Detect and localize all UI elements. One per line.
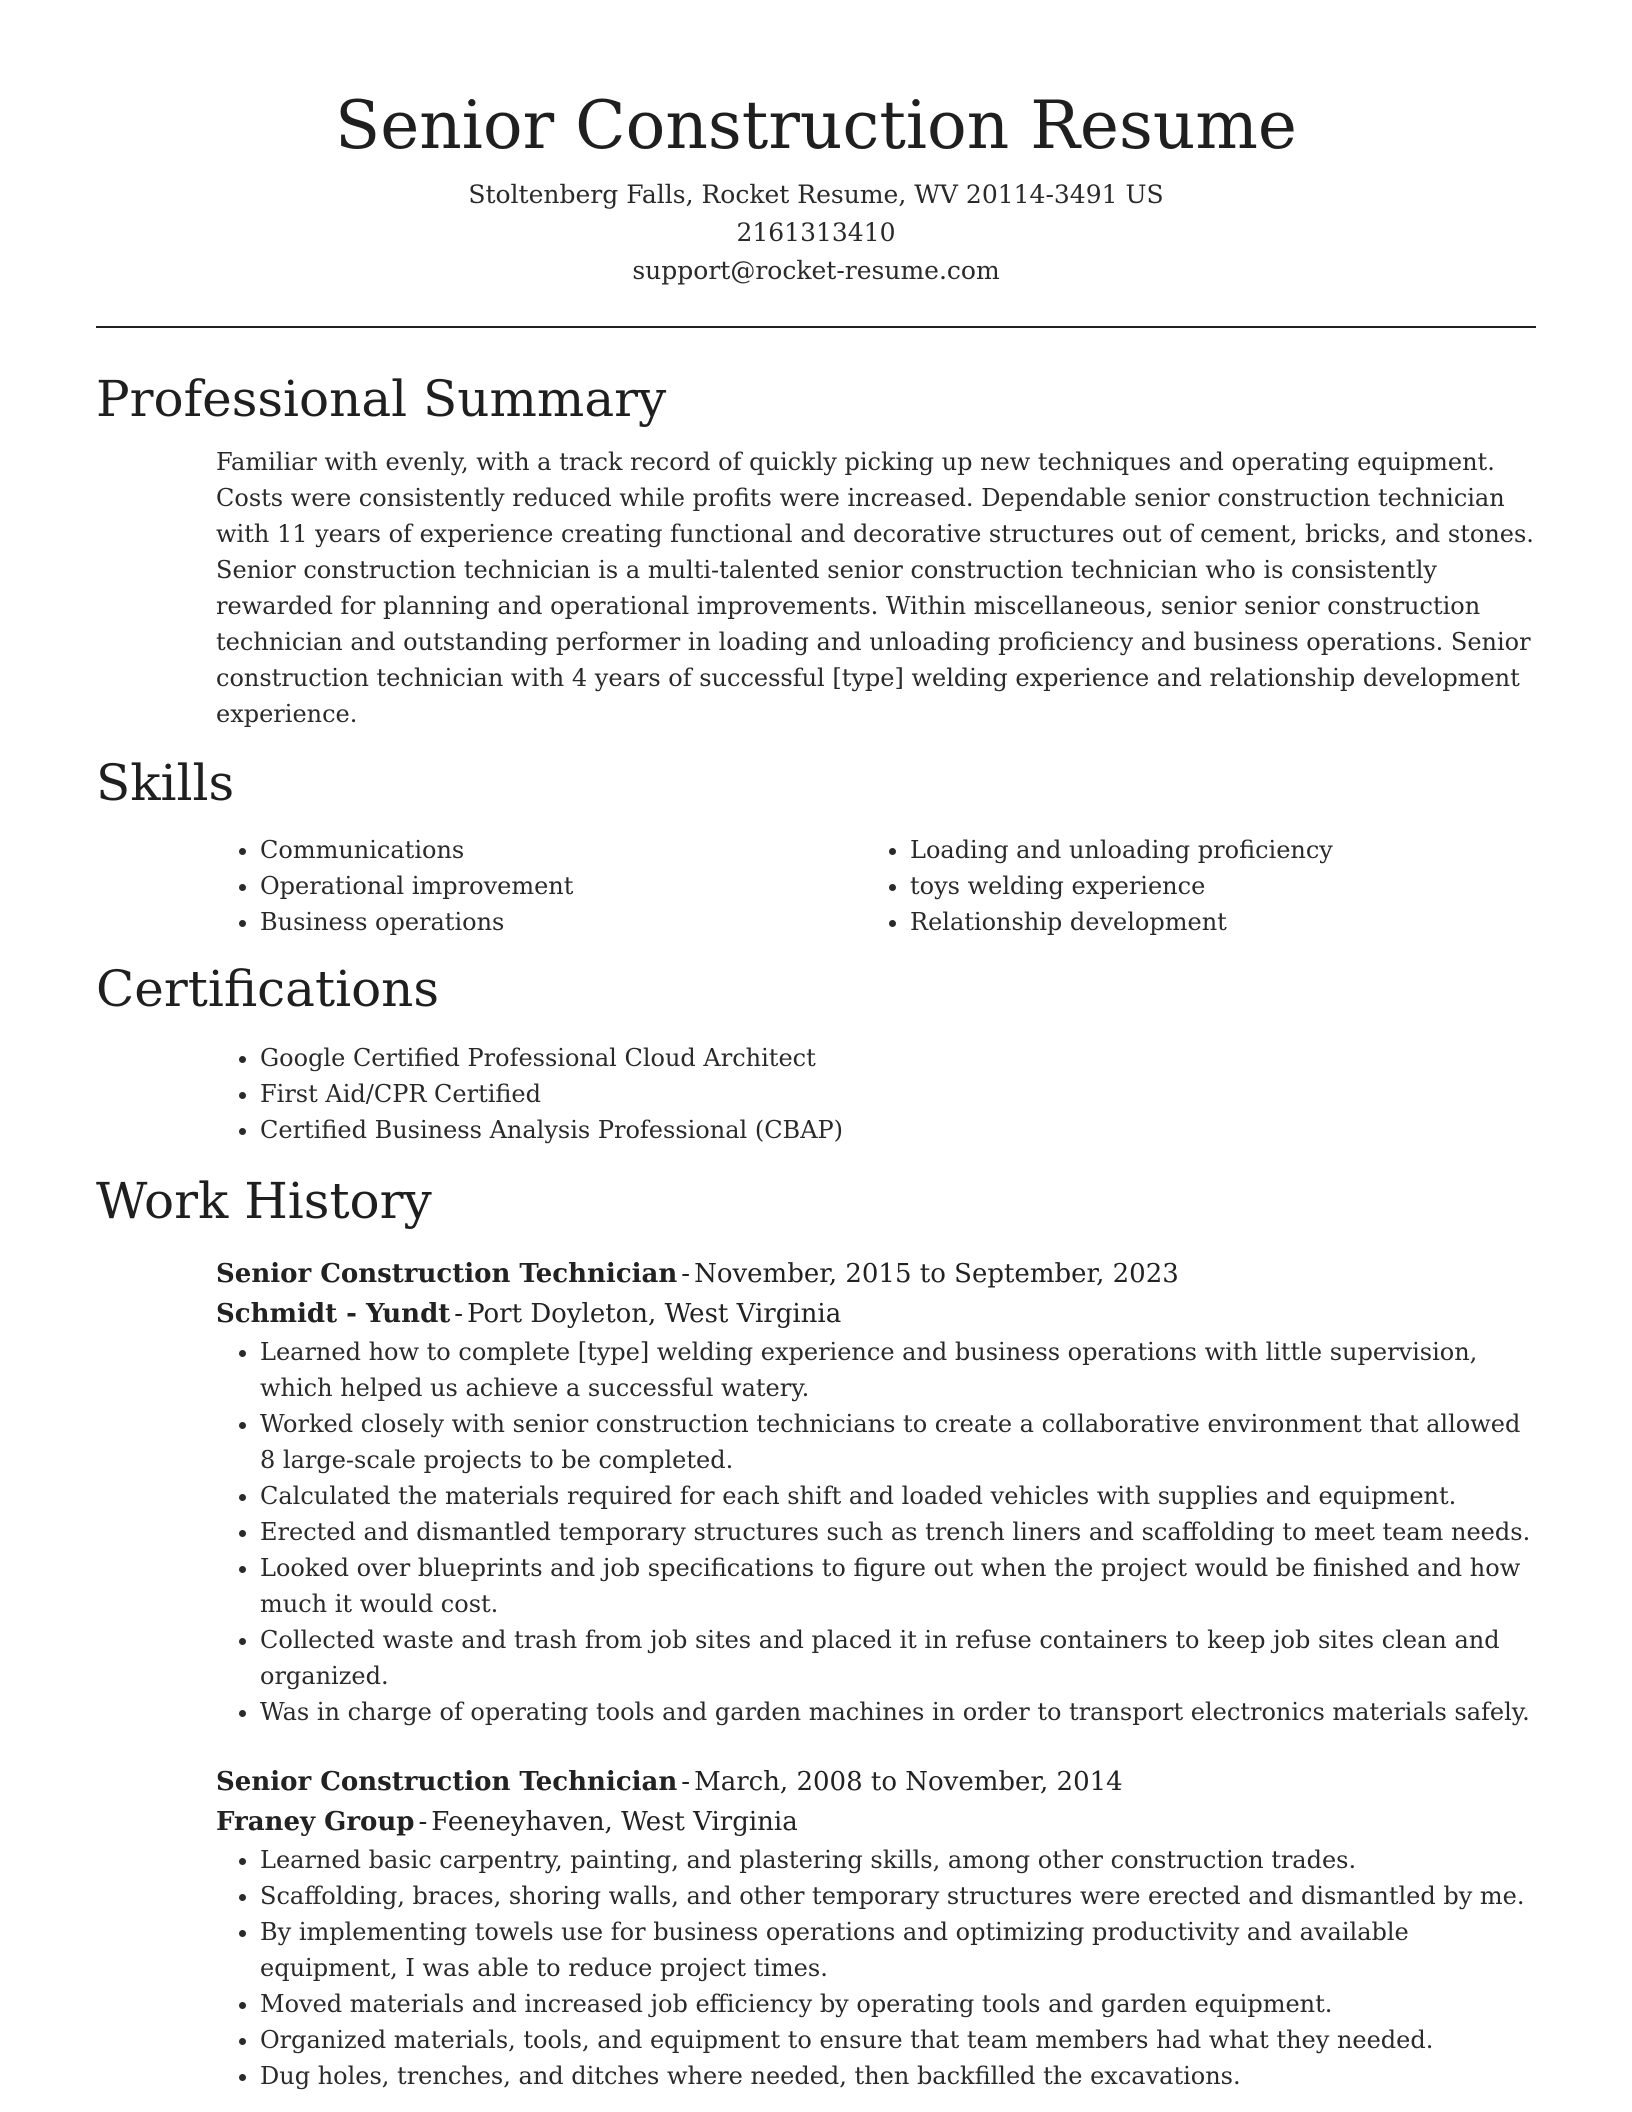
resume-header [96,0,1536,290]
job-bullets [216,1842,1536,2094]
resume-title: Senior Construction Resume [335,87,1297,164]
skills-list-left [216,832,866,940]
separator: - [418,1807,428,1837]
skill-item: • Communications [260,832,866,868]
skill-item: • Business operations [260,904,866,940]
summary-text: Familiar with evenly, with a track record of quickly picking up new techniques and operating equipment. Costs were consistently reduced while profits were increased. Dependable senior construction technician with 11 years of experience creating functional and decorative structures out of cement, bricks, and stones. Senior construction technician is a multi-talented senior construction technician who is consistently rewarded for planning and operational improvements. Within miscellaneous, senior senior construction technician and outstanding performer in loading and unloading proficiency and business operations. Senior construction technician with 4 years of successful [type] welding experience and relationship development experience. [216,448,1534,728]
job-location: Feeneyhaven, West Virginia [431,1807,798,1837]
contact-address: Stoltenberg Falls, Rocket Resume, WV 20114-3491 US [468,180,1164,209]
job-bullets [216,1334,1536,1730]
skills-grid [216,832,1536,940]
job-role-line [216,1254,1536,1294]
separator: - [681,1767,691,1797]
job-bullet: • By implementing towels use for business operations and optimizing productivity and available equipment, I was able to reduce project times. [260,1914,1536,1986]
job-bullet: • Was in charge of operating tools and garden machines in order to transport electronics materials safely. [260,1694,1536,1730]
skills-list-right [866,832,1516,940]
separator: - [681,1259,691,1289]
job-bullet: • Worked closely with senior construction technicians to create a collaborative environment that allowed 8 large-scale projects to be completed. [260,1406,1536,1478]
job-bullet: • Scaffolding, braces, shoring walls, and other temporary structures were erected and dismantled by me. [260,1878,1536,1914]
job-location: Port Doyleton, West Virginia [467,1299,842,1329]
summary-heading: Professional Summary [96,370,667,428]
job-role: Senior Construction Technician [216,1767,678,1797]
job-company: Schmidt - Yundt [216,1299,451,1329]
separator: - [454,1299,464,1329]
certifications-heading: Certifications [96,960,440,1018]
job-bullet: • Calculated the materials required for each shift and loaded vehicles with supplies and equipment. [260,1478,1536,1514]
work-history-heading: Work History [96,1172,432,1230]
certification-item: • Certified Business Analysis Professional (CBAP) [260,1112,1536,1148]
job-dates: March, 2008 to November, 2014 [694,1767,1123,1797]
certifications-list [216,1040,1536,1148]
job-bullet: • Organized materials, tools, and equipment to ensure that team members had what they needed. [260,2022,1536,2058]
job-bullet: • Looked over blueprints and job specifications to figure out when the project would be finished and how much it would cost. [260,1550,1536,1622]
job-dates: November, 2015 to September, 2023 [694,1259,1179,1289]
contact-block [96,176,1536,290]
job-company-line [216,1802,1536,1842]
skills-column-right [866,832,1516,940]
job-bullet: • Learned how to complete [type] welding experience and business operations with little supervision, which helped us achieve a successful watery. [260,1334,1536,1406]
skills-column-left [216,832,866,940]
job-company-line [216,1294,1536,1334]
certification-item: • Google Certified Professional Cloud Architect [260,1040,1536,1076]
job-entry [216,1762,1536,2094]
job-role-line [216,1762,1536,1802]
contact-phone: 2161313410 [736,218,896,247]
contact-email: support@rocket-resume.com [632,256,1000,285]
skill-item: • Loading and unloading proficiency [910,832,1516,868]
certification-item: • First Aid/CPR Certified [260,1076,1536,1112]
skill-item: • Relationship development [910,904,1516,940]
header-divider [96,326,1536,328]
job-bullet: • Dug holes, trenches, and ditches where needed, then backfilled the excavations. [260,2058,1536,2094]
job-entry [216,1254,1536,1730]
certifications-list-wrap [216,1040,1536,1148]
job-bullet: • Learned basic carpentry, painting, and plastering skills, among other construction trades. [260,1842,1536,1878]
job-bullet: • Erected and dismantled temporary structures such as trench liners and scaffolding to meet team needs. [260,1514,1536,1550]
skill-item: • toys welding experience [910,868,1516,904]
job-role: Senior Construction Technician [216,1259,678,1289]
skill-item: • Operational improvement [260,868,866,904]
job-bullet: • Collected waste and trash from job sites and placed it in refuse containers to keep job sites clean and organized. [260,1622,1536,1694]
job-bullet: • Moved materials and increased job efficiency by operating tools and garden equipment. [260,1986,1536,2022]
job-company: Franey Group [216,1807,415,1837]
skills-heading: Skills [96,754,235,812]
